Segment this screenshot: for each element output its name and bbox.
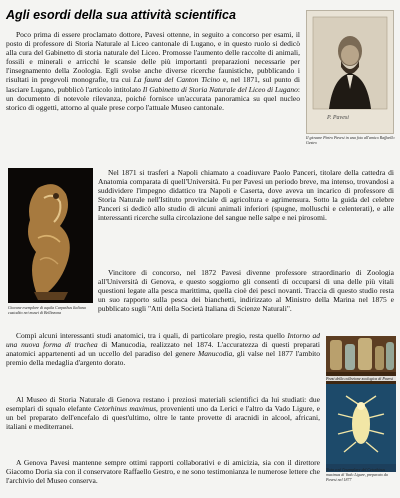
portrait-image [307, 11, 393, 133]
fossil-caption: Giovane esemplare di aquila Carpathus Italiana custodito nei musei di Bellinzona [8, 305, 86, 315]
paragraph-5: Al Museo di Storia Naturale di Genova restano i preziosi materiali scientifici da lui studiati: due esemplari di squalo elefante Cetorhinus maximus, provenienti uno da Lerici e l'altro da Vado Ligure, e un bel preparato dell'encefalo di quest'ultimo, oltre le tante provette di aracnidi in alcool, africani, italiani e mediterranei. [6, 395, 320, 432]
fossil-photo [8, 168, 93, 303]
paragraph-4: Compì alcuni interessanti studi anatomici, tra i quali, di particolare pregio, resta quello Intorno ad una nuova forma di trachea di Manucodia, realizzato nel 1874. L'accuratezza di questi preparati anatomici appartenenti ad un uccello del paradiso del genere Manucodia, gli valse nel 1877 l'ambito premio della medaglia d'argento dorato. [6, 331, 321, 368]
specimen-photo [326, 384, 396, 472]
paragraph-2: Nel 1871 si trasferì a Napoli chiamato a coadiuvare Paolo Panceri, titolare della cattedra di Anatomia comparata di quell'Università. Fu per Pavesi un periodo breve, ma intenso, trovandosi a suddividere l'impegno didattico tra Napoli e Caserta, dove aveva un incarico di professore di Storia Naturale nell'Istituto provinciale di agricoltura e agrimensura. Sotto la guida del celebre Panceri si dedicò allo studio di alcuni animali inferiori (spugne, molluschi e celenterati), e alle interessanti ricerche sulla circolazione del sangue nelle salpe e nei pirosomi. [98, 168, 394, 223]
page-title: Agli esordi della sua attività scientifica [6, 8, 236, 22]
portrait-photo [306, 10, 394, 134]
paragraph-1: Poco prima di essere proclamato dottore, Pavesi ottenne, in seguito a concorso per esami, il posto di professore di Storia Naturale al Liceo cantonale di Lugano, e in questo ruolo si dedicò alla cura del Gabinetto di storia naturale del Liceo. Promosse l'aumento delle raccolte di animali, fossili e minerali e arricchì le scansie delle più importanti preparazioni necessarie per l'insegnamento della Zoologia. Egli svolse anche diverse ricerche faunistiche, pubblicando i risultati in pregevoli monografie, tra cui La fauna del Canton Ticino e, nel 1871, sul punto di lasciare Lugano, pubblicò l'articolo intitolato Il Gabinetto di Storia Naturale del Liceo di Lugano: un documento di notevole rilevanza, poiché fornisce un'accurata panoramica su quel nucleo storico di oggetti, attorno al quale prese corpo l'attuale Museo cantonale. [6, 30, 300, 112]
portrait-caption: Il giovane Pietro Pavesi in una foto all'amico Raffaello Gestro [306, 135, 395, 145]
paragraph-3: Vincitore di concorso, nel 1872 Pavesi divenne professore straordinario di Zoologia all'Università di Genova, e questo soggiorno gli consentì di occuparsi di una delle più vitali questioni legate alla pesca marittima, quella cioè dei pesci novanti. Traccia di questo studio resta un suo rapporto sulla pesca dei bianchetti, indirizzato al Ministro della Marina nel 1875 e pubblicato sugli "Atti della Società Italiana di Scienze Naturali". [98, 268, 394, 314]
collection-caption: Pezzi della collezione zoologica di Pavesi [326, 376, 396, 381]
specimen-image [326, 384, 396, 464]
fossil-image [8, 168, 93, 303]
paragraph-6: A Genova Pavesi mantenne sempre ottimi rapporti collaborativi e di amicizia, sia con il direttore Giacomo Doria sia con il conservatore Raffaello Gestro, e ne sono testimonianza le numerose lettere che l'archivio del Museo conserva. [6, 458, 320, 486]
portrait-signature: P. Pavesi [327, 115, 349, 121]
specimen-caption: Nota così l'esemplare del Cetorhinus maximus di Vado Ligure, preparato da Pavesi nel 1877 [326, 467, 388, 482]
